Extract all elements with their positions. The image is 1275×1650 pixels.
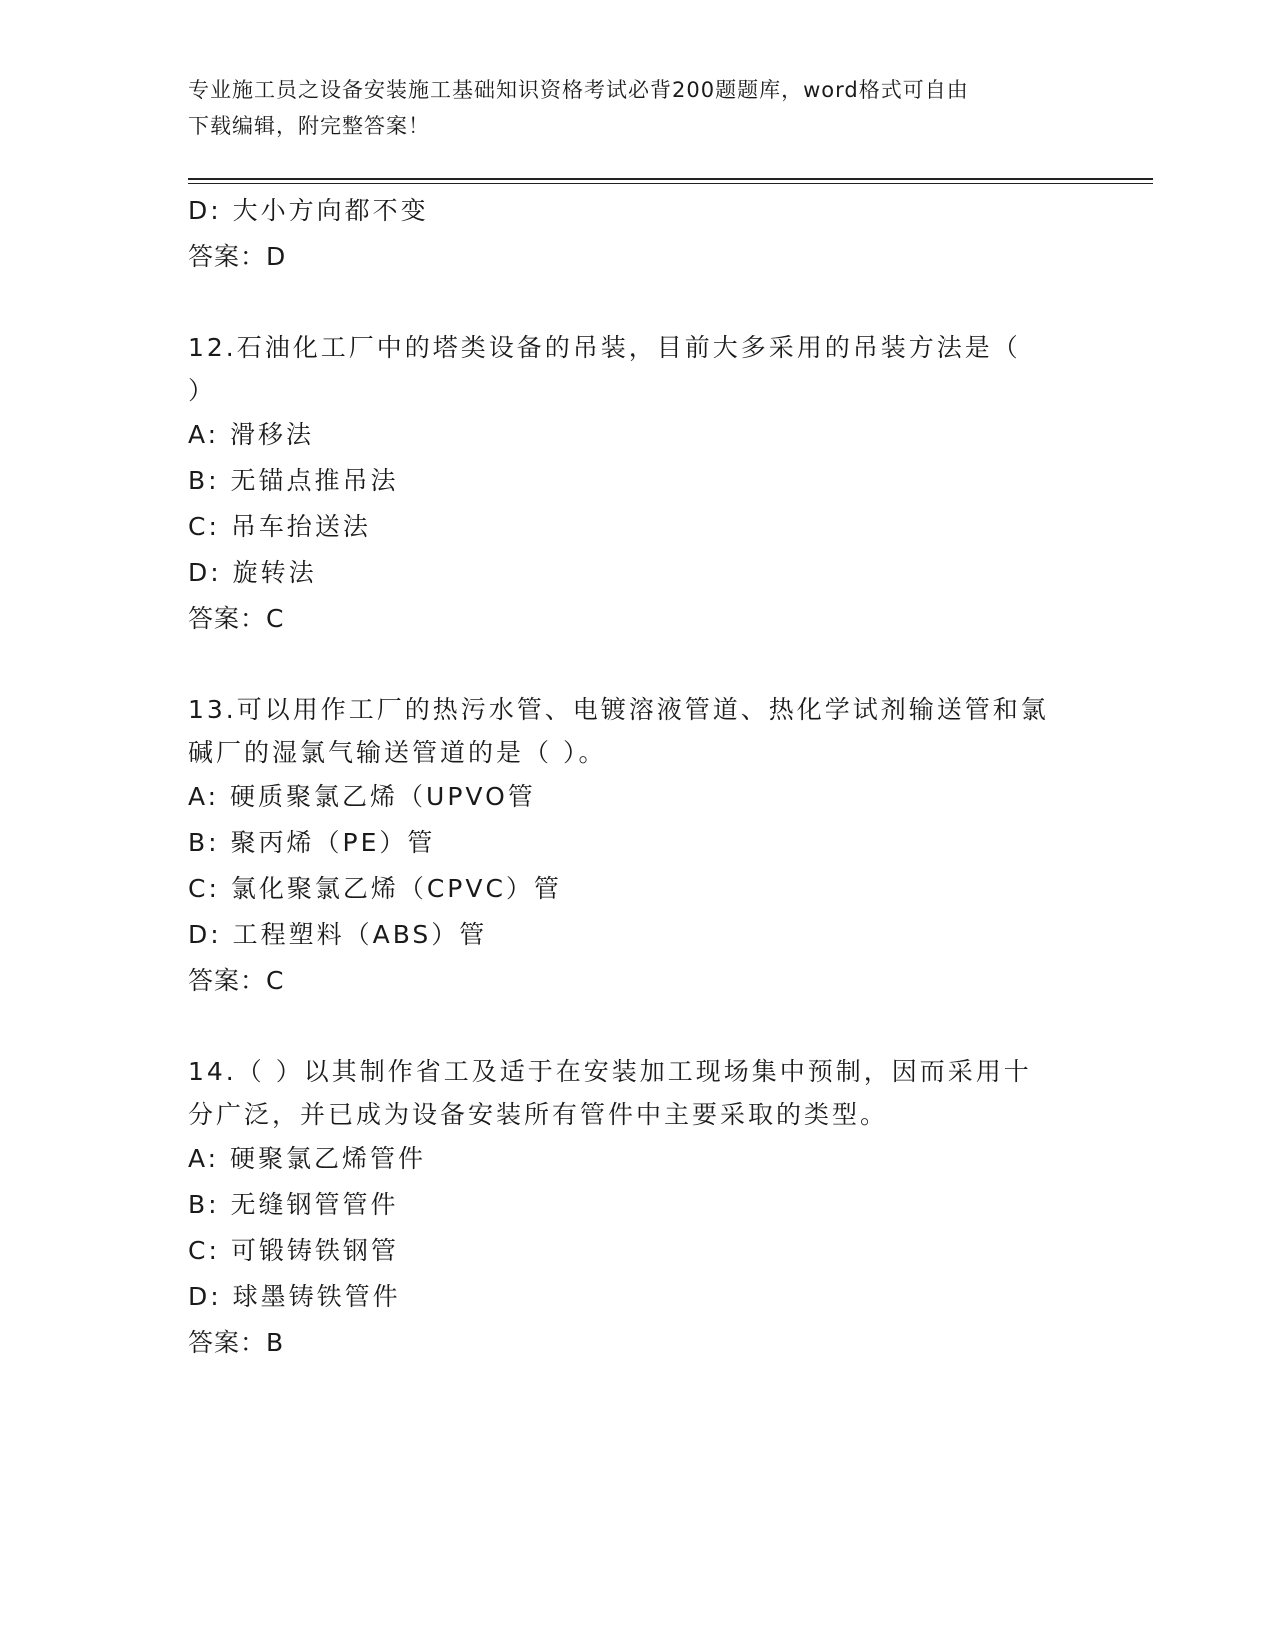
question-text-line-2: ） xyxy=(188,376,217,405)
option-c: C: 吊车抬送法 xyxy=(188,512,371,541)
previous-question-tail xyxy=(188,188,1088,280)
header-divider-thick xyxy=(188,178,1153,180)
question-text-line-1: 14.（ ）以其制作省工及适于在安装加工现场集中预制，因而采用十 xyxy=(188,1057,1032,1086)
option-a: A: 硬质聚氯乙烯（UPVO管 xyxy=(188,782,536,811)
option-d: D: 球墨铸铁管件 xyxy=(188,1282,401,1311)
option-d: D: 旋转法 xyxy=(188,558,317,587)
question-text-line-1: 12.石油化工厂中的塔类设备的吊装，目前大多采用的吊装方法是（ xyxy=(188,333,1021,362)
question-list xyxy=(188,188,1088,1366)
header-line-1: 专业施工员之设备安装施工基础知识资格考试必背200题题库，word格式可自由 xyxy=(188,78,969,102)
question-14 xyxy=(188,1050,1088,1366)
answer-line: 答案：C xyxy=(188,966,285,995)
option-d: D: 大小方向都不变 xyxy=(188,196,429,225)
spacer xyxy=(188,1004,1088,1050)
answer-line: 答案：C xyxy=(188,604,285,633)
option-a: A: 硬聚氯乙烯管件 xyxy=(188,1144,427,1173)
answer-line: 答案：B xyxy=(188,1328,285,1357)
question-13 xyxy=(188,688,1088,1004)
option-b: B: 无缝钢管管件 xyxy=(188,1190,399,1219)
option-c: C: 氯化聚氯乙烯（CPVC）管 xyxy=(188,874,562,903)
question-12 xyxy=(188,326,1088,642)
question-text-line-1: 13.可以用作工厂的热污水管、电镀溶液管道、热化学试剂输送管和氯 xyxy=(188,695,1049,724)
option-a: A: 滑移法 xyxy=(188,420,315,449)
spacer xyxy=(188,642,1088,688)
option-b: B: 聚丙烯（PE）管 xyxy=(188,828,436,857)
header-divider-thin xyxy=(188,183,1153,184)
spacer xyxy=(188,280,1088,326)
option-b: B: 无锚点推吊法 xyxy=(188,466,399,495)
question-text-line-2: 分广泛，并已成为设备安装所有管件中主要采取的类型。 xyxy=(188,1100,889,1129)
header-line-2: 下载编辑，附完整答案！ xyxy=(188,114,430,138)
option-c: C: 可锻铸铁钢管 xyxy=(188,1236,399,1265)
option-d: D: 工程塑料（ABS）管 xyxy=(188,920,488,949)
question-text-line-2: 碱厂的湿氯气输送管道的是（ ）。 xyxy=(188,738,607,767)
answer-line: 答案：D xyxy=(188,242,287,271)
document-header xyxy=(188,72,1068,144)
